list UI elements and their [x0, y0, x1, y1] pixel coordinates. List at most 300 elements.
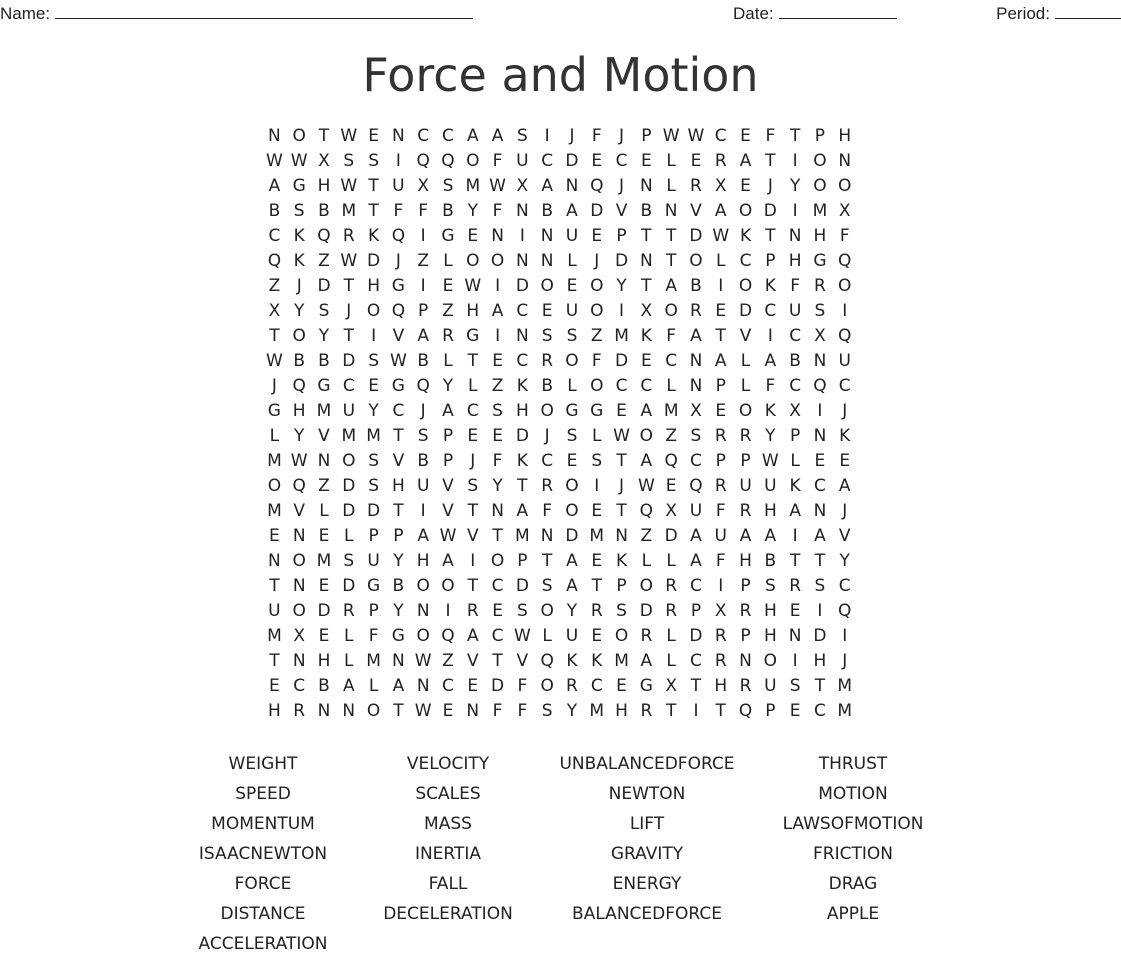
- grid-letter[interactable]: A: [690, 326, 702, 346]
- grid-letter[interactable]: N: [516, 251, 529, 271]
- grid-letter[interactable]: T: [789, 126, 801, 146]
- grid-letter[interactable]: O: [292, 551, 306, 571]
- grid-letter[interactable]: Y: [566, 701, 578, 721]
- grid-letter[interactable]: E: [640, 151, 652, 171]
- grid-letter[interactable]: H: [739, 551, 752, 571]
- grid-letter[interactable]: B: [764, 551, 777, 571]
- grid-letter[interactable]: R: [293, 701, 306, 721]
- grid-letter[interactable]: P: [616, 576, 627, 596]
- grid-letter[interactable]: D: [491, 676, 505, 696]
- grid-letter[interactable]: F: [492, 201, 503, 221]
- grid-letter[interactable]: D: [317, 276, 331, 296]
- grid-letter[interactable]: N: [516, 326, 529, 346]
- grid-letter[interactable]: N: [813, 501, 827, 521]
- grid-letter[interactable]: H: [416, 551, 430, 571]
- grid-letter[interactable]: E: [715, 401, 727, 421]
- grid-letter[interactable]: J: [619, 126, 625, 146]
- grid-letter[interactable]: D: [367, 251, 381, 271]
- grid-letter[interactable]: Y: [616, 276, 627, 296]
- grid-letter[interactable]: T: [269, 651, 280, 671]
- grid-letter[interactable]: G: [292, 176, 306, 196]
- grid-letter[interactable]: U: [416, 476, 430, 496]
- grid-letter[interactable]: T: [641, 226, 652, 246]
- grid-letter[interactable]: I: [842, 626, 848, 646]
- grid-letter[interactable]: B: [690, 276, 702, 296]
- grid-letter[interactable]: O: [366, 701, 381, 721]
- grid-letter[interactable]: N: [292, 526, 306, 546]
- grid-letter[interactable]: G: [391, 276, 405, 296]
- grid-letter[interactable]: D: [689, 226, 703, 246]
- grid-letter[interactable]: F: [839, 226, 850, 246]
- grid-letter[interactable]: Z: [491, 376, 504, 396]
- grid-letter[interactable]: D: [342, 576, 356, 596]
- grid-letter[interactable]: C: [442, 676, 454, 696]
- grid-letter[interactable]: X: [714, 601, 727, 621]
- grid-letter[interactable]: R: [665, 576, 678, 596]
- grid-letter[interactable]: E: [442, 701, 454, 721]
- grid-letter[interactable]: E: [591, 501, 603, 521]
- grid-letter[interactable]: A: [764, 526, 777, 546]
- grid-letter[interactable]: L: [666, 551, 676, 571]
- grid-letter[interactable]: L: [344, 626, 354, 646]
- grid-letter[interactable]: U: [268, 601, 281, 621]
- grid-letter[interactable]: C: [640, 376, 653, 396]
- grid-letter[interactable]: U: [714, 526, 727, 546]
- grid-letter[interactable]: K: [615, 551, 628, 571]
- grid-letter[interactable]: T: [492, 651, 503, 671]
- grid-letter[interactable]: C: [541, 451, 554, 471]
- grid-letter[interactable]: T: [690, 676, 702, 696]
- grid-letter[interactable]: Q: [441, 626, 455, 646]
- grid-letter[interactable]: K: [293, 226, 305, 246]
- grid-letter[interactable]: O: [813, 151, 827, 171]
- grid-letter[interactable]: Y: [368, 401, 379, 421]
- grid-letter[interactable]: V: [392, 326, 405, 346]
- grid-letter[interactable]: E: [690, 151, 702, 171]
- grid-letter[interactable]: E: [467, 426, 479, 446]
- grid-letter[interactable]: W: [414, 701, 432, 721]
- grid-letter[interactable]: H: [838, 126, 852, 146]
- grid-letter[interactable]: L: [567, 376, 577, 396]
- grid-letter[interactable]: E: [368, 126, 379, 146]
- grid-letter[interactable]: A: [466, 126, 479, 146]
- grid-letter[interactable]: D: [590, 201, 604, 221]
- grid-letter[interactable]: C: [714, 126, 727, 146]
- grid-letter[interactable]: D: [342, 476, 356, 496]
- grid-letter[interactable]: K: [591, 651, 603, 671]
- grid-letter[interactable]: O: [490, 551, 505, 571]
- grid-letter[interactable]: S: [789, 676, 801, 696]
- grid-letter[interactable]: A: [566, 551, 578, 571]
- grid-letter[interactable]: J: [569, 126, 575, 146]
- grid-letter[interactable]: V: [516, 651, 529, 671]
- grid-letter[interactable]: O: [366, 301, 381, 321]
- grid-letter[interactable]: U: [367, 551, 380, 571]
- grid-letter[interactable]: G: [813, 251, 827, 271]
- grid-letter[interactable]: C: [838, 376, 851, 396]
- grid-letter[interactable]: R: [714, 151, 727, 171]
- grid-letter[interactable]: Z: [640, 526, 653, 546]
- grid-letter[interactable]: V: [442, 476, 454, 496]
- grid-letter[interactable]: P: [393, 526, 404, 546]
- grid-letter[interactable]: T: [591, 576, 602, 596]
- grid-letter[interactable]: W: [389, 351, 407, 371]
- grid-letter[interactable]: L: [740, 351, 751, 371]
- grid-letter[interactable]: N: [788, 626, 802, 646]
- grid-letter[interactable]: A: [541, 176, 553, 196]
- grid-letter[interactable]: J: [470, 451, 476, 471]
- grid-letter[interactable]: T: [269, 576, 280, 596]
- grid-letter[interactable]: H: [763, 601, 777, 621]
- grid-letter[interactable]: B: [318, 676, 330, 696]
- grid-letter[interactable]: T: [814, 551, 826, 571]
- grid-letter[interactable]: F: [418, 201, 429, 221]
- grid-letter[interactable]: A: [739, 526, 752, 546]
- grid-letter[interactable]: I: [420, 501, 426, 521]
- grid-letter[interactable]: T: [715, 701, 726, 721]
- grid-letter[interactable]: E: [789, 701, 801, 721]
- grid-letter[interactable]: L: [368, 676, 379, 696]
- grid-letter[interactable]: H: [317, 651, 331, 671]
- grid-letter[interactable]: F: [790, 276, 801, 296]
- grid-letter[interactable]: O: [565, 351, 579, 371]
- grid-letter[interactable]: O: [540, 401, 554, 421]
- grid-letter[interactable]: G: [565, 401, 579, 421]
- grid-letter[interactable]: E: [616, 676, 627, 696]
- grid-letter[interactable]: B: [417, 451, 430, 471]
- grid-letter[interactable]: A: [739, 151, 752, 171]
- grid-letter[interactable]: S: [541, 326, 553, 346]
- grid-letter[interactable]: S: [516, 126, 528, 146]
- grid-letter[interactable]: F: [368, 626, 379, 646]
- grid-letter[interactable]: R: [714, 426, 727, 446]
- grid-letter[interactable]: P: [368, 601, 379, 621]
- grid-letter[interactable]: C: [813, 476, 826, 496]
- grid-letter[interactable]: E: [492, 351, 503, 371]
- grid-letter[interactable]: M: [267, 451, 282, 471]
- grid-letter[interactable]: Q: [391, 301, 406, 321]
- grid-letter[interactable]: L: [641, 551, 652, 571]
- grid-letter[interactable]: Y: [789, 176, 801, 196]
- grid-letter[interactable]: N: [268, 551, 281, 571]
- grid-letter[interactable]: F: [765, 126, 776, 146]
- grid-letter[interactable]: R: [739, 676, 752, 696]
- grid-letter[interactable]: Y: [765, 426, 776, 446]
- grid-letter[interactable]: M: [614, 326, 629, 346]
- grid-letter[interactable]: N: [491, 226, 504, 246]
- grid-letter[interactable]: N: [689, 376, 703, 396]
- grid-letter[interactable]: M: [341, 426, 357, 446]
- grid-letter[interactable]: I: [693, 701, 699, 721]
- grid-letter[interactable]: A: [268, 176, 281, 196]
- grid-letter[interactable]: V: [615, 201, 628, 221]
- grid-letter[interactable]: V: [318, 426, 330, 446]
- grid-letter[interactable]: Q: [292, 476, 306, 496]
- grid-letter[interactable]: I: [495, 326, 501, 346]
- grid-letter[interactable]: H: [714, 676, 728, 696]
- grid-letter[interactable]: C: [690, 451, 702, 471]
- grid-letter[interactable]: M: [663, 401, 679, 421]
- grid-letter[interactable]: R: [342, 226, 355, 246]
- grid-letter[interactable]: D: [664, 526, 678, 546]
- grid-letter[interactable]: L: [666, 176, 676, 196]
- grid-letter[interactable]: J: [544, 426, 550, 446]
- grid-letter[interactable]: N: [813, 426, 827, 446]
- grid-letter[interactable]: V: [392, 451, 405, 471]
- grid-letter[interactable]: J: [271, 376, 277, 396]
- grid-letter[interactable]: X: [838, 201, 851, 221]
- grid-letter[interactable]: A: [764, 351, 777, 371]
- grid-letter[interactable]: T: [789, 551, 801, 571]
- grid-letter[interactable]: W: [414, 651, 432, 671]
- grid-letter[interactable]: T: [393, 501, 404, 521]
- grid-letter[interactable]: S: [764, 576, 776, 596]
- grid-letter[interactable]: D: [615, 251, 629, 271]
- grid-letter[interactable]: N: [392, 126, 405, 146]
- grid-letter[interactable]: I: [445, 601, 451, 621]
- grid-letter[interactable]: R: [566, 676, 578, 696]
- grid-letter[interactable]: D: [639, 601, 653, 621]
- grid-letter[interactable]: R: [739, 501, 752, 521]
- grid-letter[interactable]: E: [814, 451, 826, 471]
- grid-letter[interactable]: O: [416, 576, 430, 596]
- grid-letter[interactable]: J: [619, 176, 625, 196]
- grid-letter[interactable]: T: [368, 176, 379, 196]
- grid-letter[interactable]: Q: [441, 151, 455, 171]
- grid-letter[interactable]: H: [367, 276, 380, 296]
- grid-letter[interactable]: E: [269, 676, 280, 696]
- grid-letter[interactable]: N: [689, 351, 703, 371]
- grid-letter[interactable]: R: [714, 626, 727, 646]
- grid-letter[interactable]: I: [817, 401, 823, 421]
- grid-letter[interactable]: V: [690, 201, 702, 221]
- grid-letter[interactable]: B: [318, 351, 330, 371]
- grid-letter[interactable]: R: [541, 351, 554, 371]
- grid-letter[interactable]: E: [591, 551, 603, 571]
- grid-letter[interactable]: E: [318, 626, 330, 646]
- grid-letter[interactable]: F: [715, 551, 726, 571]
- grid-letter[interactable]: S: [368, 151, 379, 171]
- grid-letter[interactable]: F: [492, 151, 503, 171]
- grid-letter[interactable]: Y: [393, 601, 404, 621]
- grid-letter[interactable]: L: [592, 426, 602, 446]
- grid-letter[interactable]: W: [464, 276, 482, 296]
- grid-letter[interactable]: J: [594, 251, 600, 271]
- grid-letter[interactable]: I: [817, 601, 823, 621]
- grid-letter[interactable]: D: [515, 276, 529, 296]
- grid-letter[interactable]: T: [665, 701, 677, 721]
- grid-letter[interactable]: H: [268, 701, 281, 721]
- grid-letter[interactable]: I: [495, 276, 501, 296]
- grid-letter[interactable]: T: [814, 676, 826, 696]
- grid-letter[interactable]: I: [718, 276, 724, 296]
- grid-letter[interactable]: Z: [318, 476, 330, 496]
- grid-letter[interactable]: I: [395, 151, 401, 171]
- grid-letter[interactable]: C: [690, 576, 702, 596]
- grid-letter[interactable]: P: [368, 526, 379, 546]
- grid-letter[interactable]: A: [714, 201, 727, 221]
- grid-letter[interactable]: N: [788, 226, 802, 246]
- grid-letter[interactable]: Q: [664, 451, 678, 471]
- grid-letter[interactable]: M: [316, 401, 332, 421]
- grid-letter[interactable]: A: [566, 576, 578, 596]
- grid-letter[interactable]: I: [420, 226, 426, 246]
- grid-letter[interactable]: C: [789, 326, 802, 346]
- grid-letter[interactable]: O: [738, 401, 753, 421]
- grid-letter[interactable]: Q: [838, 251, 852, 271]
- grid-letter[interactable]: S: [318, 301, 330, 321]
- grid-letter[interactable]: X: [789, 401, 801, 421]
- grid-letter[interactable]: B: [268, 201, 281, 221]
- grid-letter[interactable]: M: [837, 676, 853, 696]
- grid-letter[interactable]: O: [416, 626, 430, 646]
- grid-letter[interactable]: O: [490, 251, 505, 271]
- grid-letter[interactable]: W: [613, 426, 630, 446]
- grid-letter[interactable]: E: [789, 601, 801, 621]
- grid-letter[interactable]: N: [516, 201, 529, 221]
- grid-letter[interactable]: O: [664, 301, 678, 321]
- grid-letter[interactable]: F: [542, 501, 553, 521]
- grid-letter[interactable]: U: [788, 301, 802, 321]
- grid-letter[interactable]: E: [640, 351, 652, 371]
- grid-letter[interactable]: R: [541, 476, 554, 496]
- grid-letter[interactable]: N: [292, 576, 306, 596]
- grid-letter[interactable]: E: [492, 426, 503, 446]
- grid-letter[interactable]: V: [442, 501, 454, 521]
- grid-letter[interactable]: Q: [267, 251, 282, 271]
- grid-letter[interactable]: E: [467, 226, 479, 246]
- grid-letter[interactable]: B: [640, 201, 653, 221]
- grid-letter[interactable]: S: [368, 451, 379, 471]
- grid-letter[interactable]: A: [392, 676, 405, 696]
- grid-letter[interactable]: C: [813, 701, 826, 721]
- grid-letter[interactable]: Z: [268, 276, 281, 296]
- grid-letter[interactable]: E: [591, 626, 603, 646]
- grid-letter[interactable]: T: [393, 426, 404, 446]
- grid-letter[interactable]: U: [516, 151, 529, 171]
- grid-letter[interactable]: O: [738, 201, 753, 221]
- grid-letter[interactable]: K: [764, 401, 776, 421]
- grid-letter[interactable]: D: [615, 351, 629, 371]
- grid-letter[interactable]: Y: [566, 601, 578, 621]
- grid-letter[interactable]: N: [292, 651, 306, 671]
- grid-letter[interactable]: H: [813, 226, 827, 246]
- grid-letter[interactable]: Q: [738, 701, 753, 721]
- grid-letter[interactable]: D: [317, 601, 331, 621]
- grid-letter[interactable]: T: [541, 551, 553, 571]
- grid-letter[interactable]: L: [740, 376, 751, 396]
- grid-letter[interactable]: C: [541, 151, 554, 171]
- grid-letter[interactable]: I: [767, 326, 773, 346]
- grid-letter[interactable]: I: [842, 301, 848, 321]
- grid-letter[interactable]: C: [739, 251, 752, 271]
- grid-letter[interactable]: E: [467, 676, 479, 696]
- grid-letter[interactable]: K: [839, 426, 851, 446]
- grid-letter[interactable]: N: [317, 701, 331, 721]
- grid-letter[interactable]: I: [470, 551, 476, 571]
- grid-letter[interactable]: U: [565, 301, 579, 321]
- grid-letter[interactable]: N: [392, 651, 405, 671]
- grid-letter[interactable]: D: [738, 301, 753, 321]
- grid-letter[interactable]: Q: [838, 326, 852, 346]
- grid-letter[interactable]: T: [467, 501, 478, 521]
- grid-letter[interactable]: Z: [442, 651, 454, 671]
- grid-letter[interactable]: X: [268, 301, 281, 321]
- grid-letter[interactable]: R: [814, 276, 826, 296]
- grid-letter[interactable]: D: [342, 501, 356, 521]
- grid-letter[interactable]: E: [318, 526, 330, 546]
- grid-letter[interactable]: A: [690, 551, 702, 571]
- grid-letter[interactable]: I: [594, 476, 600, 496]
- grid-letter[interactable]: N: [639, 176, 653, 196]
- grid-letter[interactable]: S: [541, 576, 553, 596]
- grid-letter[interactable]: Y: [492, 476, 503, 496]
- grid-letter[interactable]: W: [290, 151, 308, 171]
- grid-letter[interactable]: Q: [813, 376, 827, 396]
- grid-letter[interactable]: C: [516, 351, 529, 371]
- grid-letter[interactable]: S: [690, 426, 702, 446]
- grid-letter[interactable]: C: [838, 576, 851, 596]
- grid-letter[interactable]: B: [789, 351, 801, 371]
- grid-letter[interactable]: I: [792, 651, 798, 671]
- grid-letter[interactable]: V: [466, 526, 479, 546]
- grid-letter[interactable]: T: [765, 151, 776, 171]
- grid-letter[interactable]: M: [515, 526, 530, 546]
- grid-letter[interactable]: T: [343, 326, 354, 346]
- grid-letter[interactable]: P: [765, 701, 776, 721]
- grid-letter[interactable]: C: [789, 376, 802, 396]
- grid-letter[interactable]: S: [417, 426, 429, 446]
- grid-letter[interactable]: J: [842, 651, 848, 671]
- grid-letter[interactable]: Y: [467, 201, 478, 221]
- grid-letter[interactable]: H: [763, 626, 777, 646]
- grid-letter[interactable]: T: [616, 451, 627, 471]
- grid-letter[interactable]: U: [739, 476, 752, 496]
- grid-letter[interactable]: O: [590, 301, 604, 321]
- grid-letter[interactable]: C: [491, 576, 504, 596]
- grid-letter[interactable]: M: [837, 701, 853, 721]
- grid-letter[interactable]: B: [318, 201, 330, 221]
- grid-letter[interactable]: H: [292, 401, 306, 421]
- grid-letter[interactable]: L: [716, 251, 726, 271]
- grid-letter[interactable]: T: [467, 351, 478, 371]
- grid-letter[interactable]: L: [344, 651, 354, 671]
- grid-letter[interactable]: Q: [317, 226, 331, 246]
- grid-letter[interactable]: F: [715, 501, 726, 521]
- grid-letter[interactable]: I: [792, 151, 798, 171]
- grid-letter[interactable]: Q: [590, 176, 604, 196]
- grid-letter[interactable]: E: [839, 451, 851, 471]
- grid-letter[interactable]: K: [789, 476, 801, 496]
- grid-letter[interactable]: O: [590, 376, 604, 396]
- grid-letter[interactable]: O: [639, 576, 654, 596]
- grid-letter[interactable]: D: [813, 626, 827, 646]
- grid-letter[interactable]: B: [541, 376, 553, 396]
- grid-letter[interactable]: B: [293, 351, 306, 371]
- grid-letter[interactable]: C: [690, 651, 702, 671]
- grid-letter[interactable]: V: [293, 501, 306, 521]
- grid-letter[interactable]: E: [269, 526, 280, 546]
- grid-letter[interactable]: J: [767, 176, 773, 196]
- grid-letter[interactable]: E: [591, 226, 603, 246]
- grid-letter[interactable]: O: [466, 251, 480, 271]
- grid-letter[interactable]: U: [689, 501, 703, 521]
- grid-letter[interactable]: R: [640, 626, 653, 646]
- grid-letter[interactable]: I: [792, 526, 798, 546]
- grid-letter[interactable]: O: [590, 276, 604, 296]
- grid-letter[interactable]: N: [838, 151, 852, 171]
- grid-letter[interactable]: H: [615, 701, 628, 721]
